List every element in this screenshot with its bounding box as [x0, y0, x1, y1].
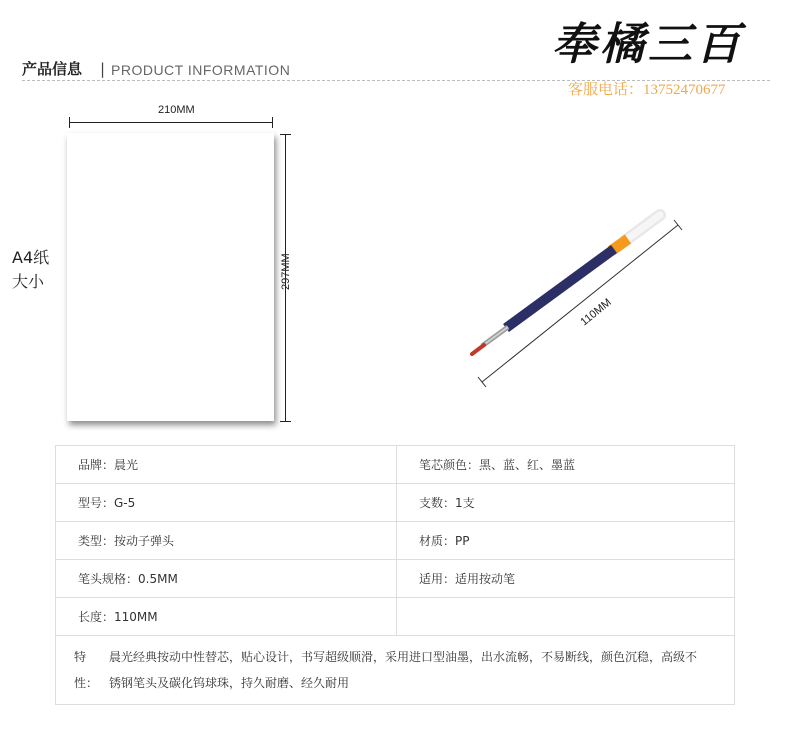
width-dimension-line — [69, 122, 273, 123]
pen-refill — [472, 215, 660, 354]
pen-length-dimension — [478, 220, 682, 387]
features-line-2: 锈钢笔头及碳化钨球珠，持久耐磨、经久耐用 — [109, 676, 350, 690]
table-row — [56, 484, 735, 522]
width-tick-right — [272, 117, 273, 128]
header-title: 产品信息 — [22, 60, 83, 78]
customer-service-phone: 客服电话：13752470677 — [568, 82, 726, 98]
a4-label-line2: 大小 — [12, 272, 45, 291]
features-line-1: 晨光经典按动中性替芯，贴心设计，书写超级顺滑，采用进口型油墨，出水流畅，不易断线，颜色沉稳，高级不 — [109, 650, 698, 664]
table-row — [56, 522, 735, 560]
spec-refill-color: 笔芯颜色：黑、蓝、红、墨蓝 — [397, 446, 735, 484]
features-text — [109, 644, 718, 696]
spec-empty-cell — [397, 598, 735, 636]
spec-tip-size: 笔头规格：0.5MM — [56, 560, 397, 598]
a4-label-line1: A4纸 — [12, 248, 50, 267]
header-separator: | — [100, 60, 106, 78]
height-tick-top — [280, 134, 291, 135]
width-tick-left — [69, 117, 70, 128]
pen-length-label: 110MM — [578, 296, 614, 329]
a4-paper — [67, 133, 274, 421]
spec-model: 型号：G-5 — [56, 484, 397, 522]
width-label: 210MM — [158, 104, 195, 116]
spec-length: 长度：110MM — [56, 598, 397, 636]
pen-refill-illustration — [458, 200, 698, 400]
table-row — [56, 560, 735, 598]
brand-logo: 奉橘三百 — [552, 19, 744, 70]
table-row — [56, 446, 735, 484]
table-row — [56, 636, 735, 705]
spec-compatibility: 适用：适用按动笔 — [397, 560, 735, 598]
height-tick-bottom — [280, 421, 291, 422]
spec-features — [56, 636, 735, 705]
header-subtitle: PRODUCT INFORMATION — [111, 62, 291, 78]
spec-quantity: 支数：1支 — [397, 484, 735, 522]
spec-material: 材质：PP — [397, 522, 735, 560]
spec-table — [55, 445, 735, 705]
spec-type: 类型：按动子弹头 — [56, 522, 397, 560]
table-row — [56, 598, 735, 636]
spec-brand: 品牌：晨光 — [56, 446, 397, 484]
features-label: 特性： — [74, 650, 99, 690]
a4-size-label — [12, 246, 49, 294]
height-label: 297MM — [280, 253, 292, 290]
